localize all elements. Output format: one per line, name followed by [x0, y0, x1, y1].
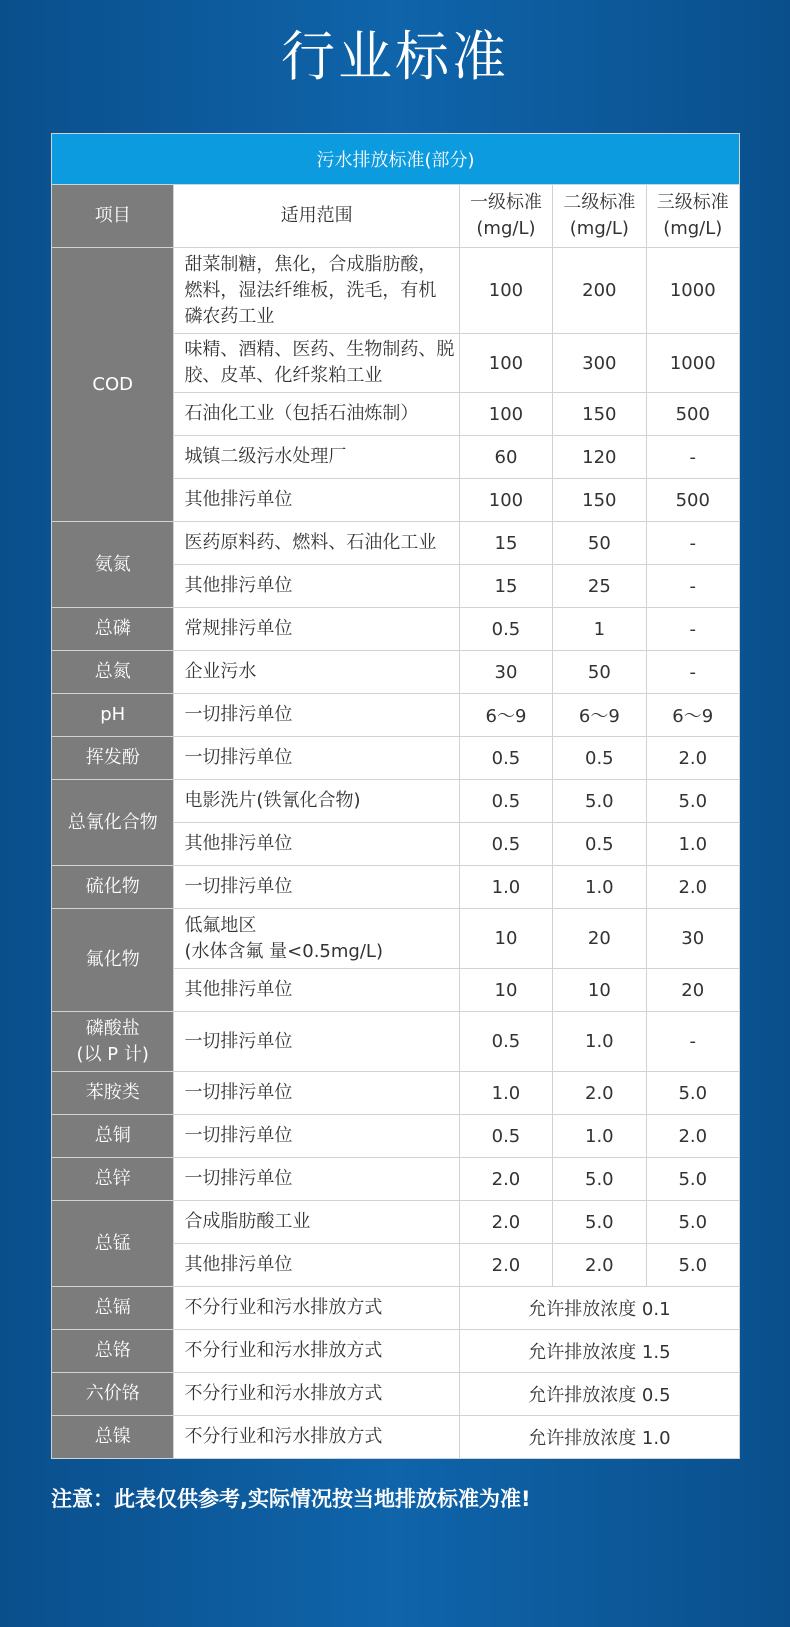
level3-value: 5.0	[646, 1072, 739, 1115]
level2-value: 5.0	[553, 1158, 646, 1201]
level2-value: 20	[553, 909, 646, 969]
item-total-chromium: 总铬	[52, 1330, 174, 1373]
level2-value: 2.0	[553, 1244, 646, 1287]
item-sulfide: 硫化物	[52, 866, 174, 909]
item-total-zinc: 总锌	[52, 1158, 174, 1201]
level1-value: 0.5	[459, 823, 552, 866]
level1-value: 10	[459, 969, 552, 1012]
item-total-copper: 总铜	[52, 1115, 174, 1158]
scope-cell: 城镇二级污水处理厂	[174, 436, 459, 479]
level3-value: 5.0	[646, 780, 739, 823]
level3-value: 1000	[646, 334, 739, 393]
level1-value: 6～9	[459, 694, 552, 737]
level1-value: 60	[459, 436, 552, 479]
scope-cell: 低氟地区 (水体含氟 量<0.5mg/L)	[174, 909, 459, 969]
level2-value: 1.0	[553, 1115, 646, 1158]
level1-value: 10	[459, 909, 552, 969]
item-cod: COD	[52, 248, 174, 522]
level1-value: 2.0	[459, 1201, 552, 1244]
item-total-cyanide: 总氰化合物	[52, 780, 174, 866]
item-hexavalent-chromium: 六价铬	[52, 1373, 174, 1416]
level2-value: 2.0	[553, 1072, 646, 1115]
scope-cell: 企业污水	[174, 651, 459, 694]
level1-value: 15	[459, 522, 552, 565]
header-level2: 二级标准 (mg/L)	[553, 185, 646, 248]
level1-value: 1.0	[459, 1072, 552, 1115]
scope-cell: 合成脂肪酸工业	[174, 1201, 459, 1244]
table-row	[52, 1072, 740, 1115]
level2-value: 50	[553, 651, 646, 694]
item-aniline: 苯胺类	[52, 1072, 174, 1115]
table-row	[52, 608, 740, 651]
allowed-concentration: 允许排放浓度 0.1	[459, 1287, 739, 1330]
level3-value: -	[646, 436, 739, 479]
level2-value: 150	[553, 479, 646, 522]
level3-value: -	[646, 1012, 739, 1072]
level3-value: 2.0	[646, 737, 739, 780]
item-ph: pH	[52, 694, 174, 737]
scope-cell: 医药原料药、燃料、石油化工业	[174, 522, 459, 565]
header-item: 项目	[52, 185, 174, 248]
level2-value: 25	[553, 565, 646, 608]
disclaimer-note: 注意：此表仅供参考,实际情况按当地排放标准为准!	[51, 1487, 531, 1511]
item-ammonia: 氨氮	[52, 522, 174, 608]
item-phosphate: 磷酸盐 (以 P 计)	[52, 1012, 174, 1072]
table-row	[52, 1416, 740, 1459]
level1-value: 0.5	[459, 1115, 552, 1158]
level3-value: 2.0	[646, 1115, 739, 1158]
item-total-cadmium: 总镉	[52, 1287, 174, 1330]
table-caption: 污水排放标准(部分)	[52, 134, 740, 185]
scope-cell: 一切排污单位	[174, 1072, 459, 1115]
level1-value: 100	[459, 393, 552, 436]
scope-cell: 石油化工业（包括石油炼制）	[174, 393, 459, 436]
column-header-row	[52, 185, 740, 248]
level3-value: 500	[646, 479, 739, 522]
level3-value: 5.0	[646, 1244, 739, 1287]
level1-value: 1.0	[459, 866, 552, 909]
level2-value: 10	[553, 969, 646, 1012]
level2-value: 200	[553, 248, 646, 334]
table-row	[52, 522, 740, 565]
level3-value: -	[646, 651, 739, 694]
level3-value: 20	[646, 969, 739, 1012]
item-total-phosphorus: 总磷	[52, 608, 174, 651]
scope-cell: 不分行业和污水排放方式	[174, 1416, 459, 1459]
table-row	[52, 1201, 740, 1244]
scope-cell: 一切排污单位	[174, 1115, 459, 1158]
level2-value: 120	[553, 436, 646, 479]
level2-value: 300	[553, 334, 646, 393]
level1-value: 100	[459, 334, 552, 393]
level3-value: -	[646, 522, 739, 565]
standards-table	[51, 133, 740, 1459]
level3-value: 500	[646, 393, 739, 436]
table-row	[52, 694, 740, 737]
item-fluoride: 氟化物	[52, 909, 174, 1012]
table-row	[52, 1012, 740, 1072]
table-row	[52, 248, 740, 334]
level2-value: 5.0	[553, 1201, 646, 1244]
level2-value: 6～9	[553, 694, 646, 737]
item-total-nickel: 总镍	[52, 1416, 174, 1459]
scope-cell: 电影洗片(铁氰化合物)	[174, 780, 459, 823]
header-level3: 三级标准 (mg/L)	[646, 185, 739, 248]
level1-value: 100	[459, 479, 552, 522]
item-volatile-phenol: 挥发酚	[52, 737, 174, 780]
table-row	[52, 1330, 740, 1373]
level2-value: 1	[553, 608, 646, 651]
level2-value: 1.0	[553, 1012, 646, 1072]
level3-value: 2.0	[646, 866, 739, 909]
item-total-nitrogen: 总氮	[52, 651, 174, 694]
scope-cell: 其他排污单位	[174, 479, 459, 522]
level2-value: 5.0	[553, 780, 646, 823]
table-row	[52, 1287, 740, 1330]
level1-value: 2.0	[459, 1158, 552, 1201]
level1-value: 0.5	[459, 780, 552, 823]
level1-value: 0.5	[459, 737, 552, 780]
item-total-manganese: 总锰	[52, 1201, 174, 1287]
allowed-concentration: 允许排放浓度 1.5	[459, 1330, 739, 1373]
table-row	[52, 1373, 740, 1416]
scope-cell: 一切排污单位	[174, 1158, 459, 1201]
table-row	[52, 1115, 740, 1158]
table-row	[52, 651, 740, 694]
table-row	[52, 1158, 740, 1201]
header-level1: 一级标准 (mg/L)	[459, 185, 552, 248]
level3-value: 5.0	[646, 1158, 739, 1201]
level3-value: -	[646, 608, 739, 651]
level3-value: 1.0	[646, 823, 739, 866]
level3-value: 6～9	[646, 694, 739, 737]
table-row	[52, 866, 740, 909]
level1-value: 100	[459, 248, 552, 334]
level1-value: 0.5	[459, 1012, 552, 1072]
table-row	[52, 737, 740, 780]
table-row	[52, 780, 740, 823]
scope-cell: 一切排污单位	[174, 1012, 459, 1072]
scope-cell: 味精、酒精、医药、生物制药、脱 胶、皮革、化纤浆粕工业	[174, 334, 459, 393]
level2-value: 0.5	[553, 737, 646, 780]
header-scope: 适用范围	[174, 185, 459, 248]
level2-value: 150	[553, 393, 646, 436]
scope-cell: 其他排污单位	[174, 969, 459, 1012]
level3-value: -	[646, 565, 739, 608]
scope-cell: 一切排污单位	[174, 866, 459, 909]
level3-value: 1000	[646, 248, 739, 334]
allowed-concentration: 允许排放浓度 1.0	[459, 1416, 739, 1459]
table-caption-row	[52, 134, 740, 185]
level3-value: 30	[646, 909, 739, 969]
level1-value: 2.0	[459, 1244, 552, 1287]
scope-cell: 不分行业和污水排放方式	[174, 1287, 459, 1330]
scope-cell: 不分行业和污水排放方式	[174, 1373, 459, 1416]
scope-cell: 常规排污单位	[174, 608, 459, 651]
scope-cell: 甜菜制糖，焦化，合成脂肪酸， 燃料，湿法纤维板，洗毛，有机 磷农药工业	[174, 248, 459, 334]
scope-cell: 其他排污单位	[174, 1244, 459, 1287]
level3-value: 5.0	[646, 1201, 739, 1244]
scope-cell: 一切排污单位	[174, 694, 459, 737]
scope-cell: 不分行业和污水排放方式	[174, 1330, 459, 1373]
level1-value: 0.5	[459, 608, 552, 651]
level2-value: 1.0	[553, 866, 646, 909]
level1-value: 15	[459, 565, 552, 608]
level1-value: 30	[459, 651, 552, 694]
scope-cell: 其他排污单位	[174, 565, 459, 608]
allowed-concentration: 允许排放浓度 0.5	[459, 1373, 739, 1416]
scope-cell: 其他排污单位	[174, 823, 459, 866]
page-title: 行业标准	[281, 25, 509, 88]
scope-cell: 一切排污单位	[174, 737, 459, 780]
table-row	[52, 909, 740, 969]
level2-value: 50	[553, 522, 646, 565]
level2-value: 0.5	[553, 823, 646, 866]
